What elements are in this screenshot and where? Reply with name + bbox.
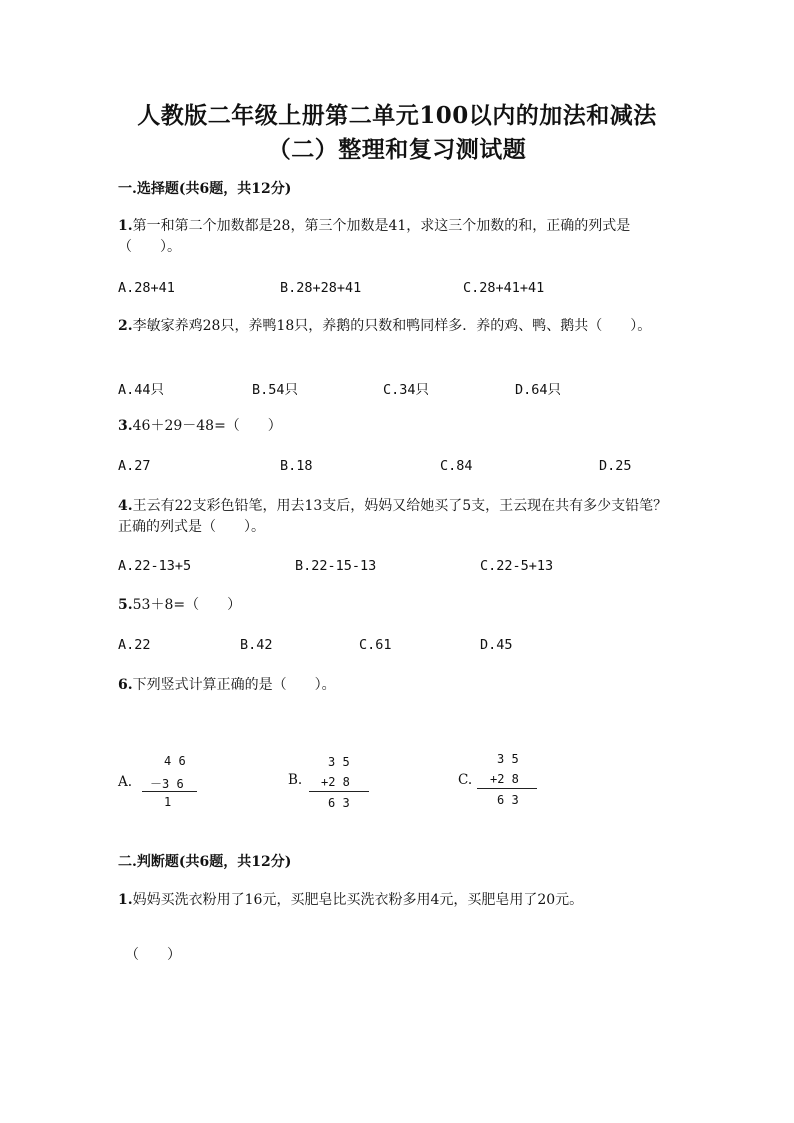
option-3c[interactable]: C.84 [440, 458, 473, 474]
page-title-line1: 人教版二年级上册第二单元100以内的加法和减法 [137, 102, 657, 129]
vertical-middle-number: +2 8 [490, 772, 519, 786]
question-2 [118, 316, 678, 337]
option-3d[interactable]: D.25 [599, 458, 632, 474]
option-4a[interactable]: A.22-13+5 [118, 558, 192, 574]
page-title-line2: （二）整理和复习测试题 [267, 136, 527, 163]
vertical-result: 6 3 [497, 793, 519, 807]
option-3a[interactable]: A.27 [118, 458, 151, 474]
question-text: 李敏家养鸡28只，养鸭18只，养鹅的只数和鸭同样多．养的鸡、鸭、鹅共（ ）。 [132, 318, 652, 334]
question-number: 3. [118, 418, 133, 434]
option-1b[interactable]: B.28+28+41 [280, 280, 362, 296]
vertical-top-number: 3 5 [328, 755, 350, 769]
option-5a[interactable]: A.22 [118, 637, 151, 653]
question-5 [118, 595, 678, 616]
section-heading-judgement: 二.判断题(共6题，共12分) [118, 854, 292, 870]
question-4 [118, 496, 678, 538]
question-text: 下列竖式计算正确的是（ ）。 [132, 677, 336, 693]
question-number: 5. [118, 597, 133, 613]
vertical-middle-number: －3 6 [150, 777, 184, 791]
question-number: 1. [118, 892, 133, 908]
question-number: 6. [118, 677, 133, 693]
question-number: 2. [118, 318, 133, 334]
vertical-top-number: 3 5 [497, 752, 519, 766]
option-1a[interactable]: A.28+41 [118, 280, 175, 296]
vertical-middle-number: +2 8 [321, 775, 350, 789]
option-1c[interactable]: C.28+41+41 [463, 280, 545, 296]
vertical-rule [309, 791, 369, 792]
option-2a[interactable]: A.44只 [118, 382, 165, 398]
vertical-top-number: 4 6 [164, 754, 186, 768]
question-number: 4. [118, 498, 133, 514]
option-6b-label: B. [288, 772, 303, 788]
question-6 [118, 675, 678, 696]
option-2c[interactable]: C.34只 [383, 382, 430, 398]
option-4b[interactable]: B.22-15-13 [295, 558, 377, 574]
question-text: 46＋29－48=（ ） [132, 418, 282, 434]
answer-blank[interactable]: （ ） [125, 947, 181, 963]
vertical-result: 6 3 [328, 796, 350, 810]
option-6c-label: C. [458, 772, 473, 788]
section-heading-choice: 一.选择题(共6题，共12分) [118, 181, 292, 197]
option-3b[interactable]: B.18 [280, 458, 313, 474]
option-5c[interactable]: C.61 [359, 637, 392, 653]
question-text: 妈妈买洗衣粉用了16元，买肥皂比买洗衣粉多用4元，买肥皂用了20元。 [132, 892, 584, 908]
option-6a-label: A. [118, 774, 133, 790]
judgement-question-1 [118, 890, 718, 911]
option-2d[interactable]: D.64只 [515, 382, 562, 398]
option-2b[interactable]: B.54只 [252, 382, 299, 398]
question-text: 53＋8=（ ） [132, 597, 242, 613]
question-number: 1. [118, 218, 133, 234]
option-4c[interactable]: C.22-5+13 [480, 558, 554, 574]
question-1 [118, 216, 678, 258]
question-text: 第一和第二个加数都是28，第三个加数是41，求这三个加数的和，正确的列式是（ ）。 [118, 218, 631, 255]
vertical-rule [477, 788, 537, 789]
option-5d[interactable]: D.45 [480, 637, 513, 653]
option-5b[interactable]: B.42 [240, 637, 273, 653]
vertical-result: 1 [164, 795, 172, 809]
question-text: 王云有22支彩色铅笔，用去13支后，妈妈又给她买了5支，王云现在共有多少支铅笔？正确的列式是（ ）。 [118, 498, 668, 535]
question-3 [118, 416, 678, 437]
vertical-rule [142, 791, 197, 792]
